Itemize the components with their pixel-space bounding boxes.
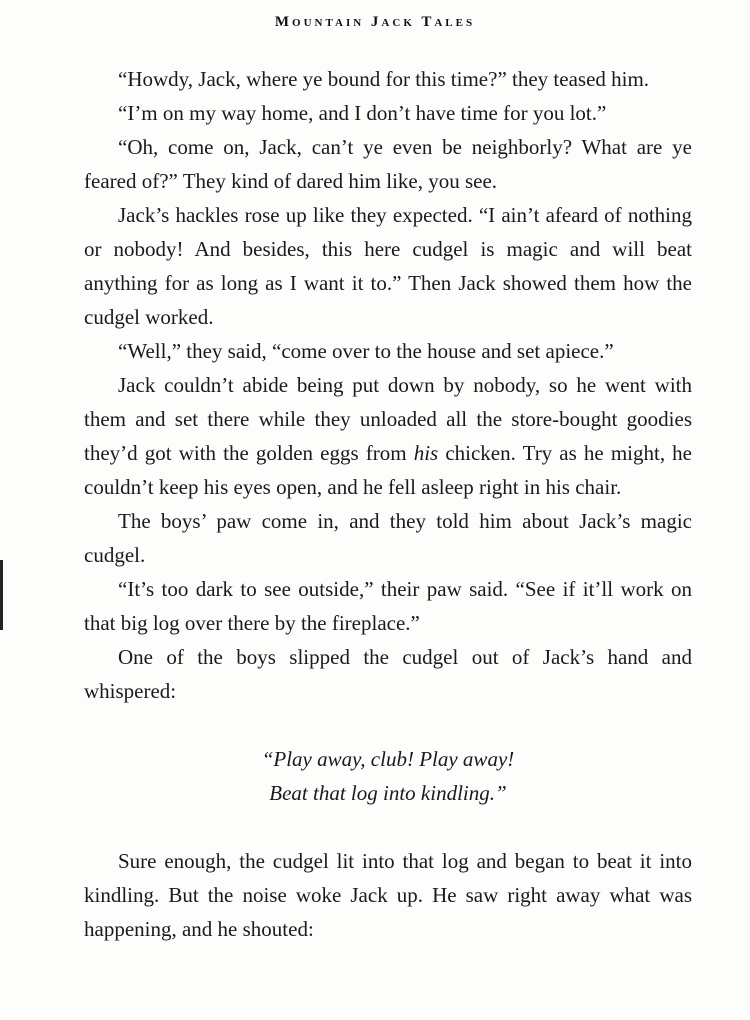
paragraph: Jack couldn’t abide being put down by nobody, so he went with them and set there while they unloaded all the store-bought goodies they’d got with the golden eggs from his chicken. Try as he might, he couldn’t keep his eyes open, and he fell asleep right in his chair. — [84, 373, 692, 499]
paragraph: The boys’ paw come in, and they told him about Jack’s magic cudgel. — [84, 509, 692, 567]
paragraph: “I’m on my way home, and I don’t have time for you lot.” — [118, 101, 607, 125]
scan-edge-mark — [0, 560, 3, 630]
verse — [84, 742, 692, 810]
paragraph: One of the boys slipped the cudgel out of Jack’s hand and whispered: — [84, 645, 692, 703]
body-text — [84, 62, 692, 946]
running-head: Mountain Jack Tales — [274, 14, 476, 30]
verse-line: Beat that log into kindling.” — [269, 781, 507, 805]
paragraph: “Oh, come on, Jack, can’t ye even be neighborly? What are ye feared of?” They kind of dared him like, you see. — [84, 135, 692, 193]
paragraph: “It’s too dark to see outside,” their paw said. “See if it’ll work on that big log over there by the fireplace.” — [84, 577, 692, 635]
paragraph: Jack’s hackles rose up like they expected. “I ain’t afeard of nothing or nobody! And besides, this here cudgel is magic and will beat anything for as long as I want it to.” Then Jack showed them how the cudgel worked. — [84, 203, 692, 329]
paragraph: “Howdy, Jack, where ye bound for this time?” they teased him. — [118, 67, 650, 91]
verse-line: “Play away, club! Play away! — [261, 747, 515, 771]
paragraph: “Well,” they said, “come over to the house and set apiece.” — [118, 339, 614, 363]
paragraph: Sure enough, the cudgel lit into that log and began to beat it into kindling. But the noise woke Jack up. He saw right away what was happening, and he shouted: — [84, 849, 692, 941]
